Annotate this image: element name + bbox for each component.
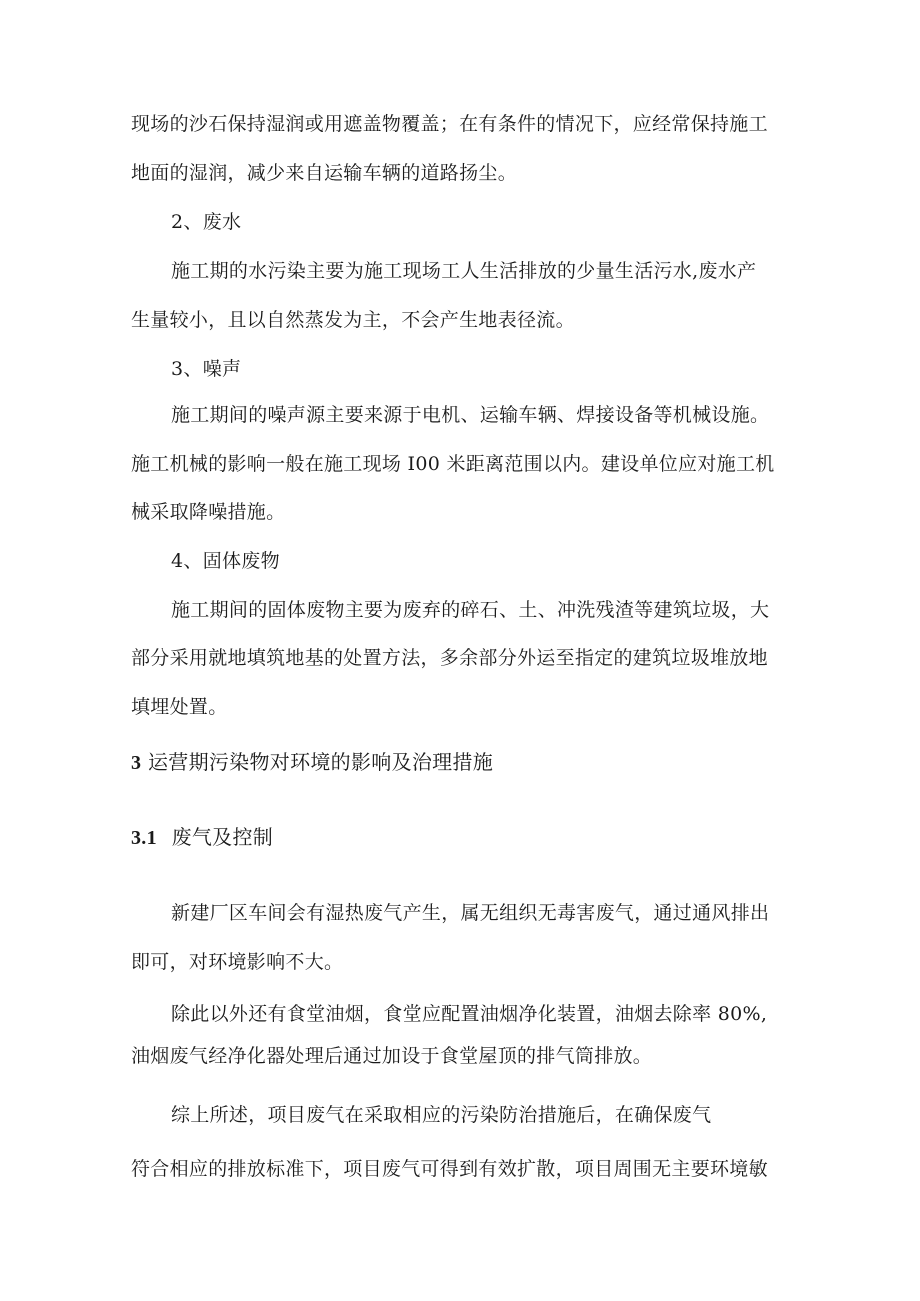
section-number: 3: [131, 752, 142, 774]
paragraph-line: 施工机械的影响一般在施工现场 I00 米距离范围以内。建设单位应对施工机: [131, 453, 775, 475]
paragraph-line: 填埋处置。: [131, 696, 228, 718]
paragraph-line: 械采取降噪措施。: [131, 501, 286, 523]
subheading-wastewater: 2、废水: [171, 211, 242, 233]
paragraph-line: 施工期间的固体废物主要为废弃的碎石、土、冲洗残渣等建筑垃圾，大: [171, 599, 770, 621]
paragraph-line: 油烟废气经净化器处理后通过加设于食堂屋顶的排气筒排放。: [131, 1045, 653, 1067]
section-heading-3-1: [131, 825, 273, 850]
section-number: 3.1: [131, 827, 157, 849]
paragraph-line: 施工期间的噪声源主要来源于电机、运输车辆、焊接设备等机械设施。: [171, 404, 770, 426]
paragraph-line: 新建厂区车间会有湿热废气产生，属无组织无毒害废气，通过通风排出: [171, 902, 770, 924]
paragraph-line: 符合相应的排放标准下，项目废气可得到有效扩散，项目周围无主要环境敏: [131, 1158, 768, 1180]
section-title: 运营期污染物对环境的影响及治理措施: [147, 750, 494, 774]
subheading-noise: 3、噪声: [171, 358, 242, 380]
paragraph-line: 部分采用就地填筑地基的处置方法，多余部分外运至指定的建筑垃圾堆放地: [131, 647, 768, 669]
paragraph-line: 即可，对环境影响不大。: [131, 951, 344, 973]
paragraph-line: 除此以外还有食堂油烟，食堂应配置油烟净化装置，油烟去除率 80%,: [171, 1003, 768, 1025]
section-heading-3: [131, 750, 493, 775]
paragraph-line: 地面的湿润，减少来自运输车辆的道路扬尘。: [131, 162, 518, 184]
section-title: 废气及控制: [171, 825, 274, 849]
paragraph-line: 施工期的水污染主要为施工现场工人生活排放的少量生活污水,废水产: [171, 260, 757, 282]
paragraph-line: 现场的沙石保持湿润或用遮盖物覆盖；在有条件的情况下，应经常保持施工: [131, 113, 768, 135]
paragraph-line: 生量较小，且以自然蒸发为主，不会产生地表径流。: [131, 309, 575, 331]
subheading-solid-waste: 4、固体废物: [171, 550, 280, 572]
paragraph-line: 综上所述，项目废气在采取相应的污染防治措施后，在确保废气: [171, 1104, 712, 1126]
